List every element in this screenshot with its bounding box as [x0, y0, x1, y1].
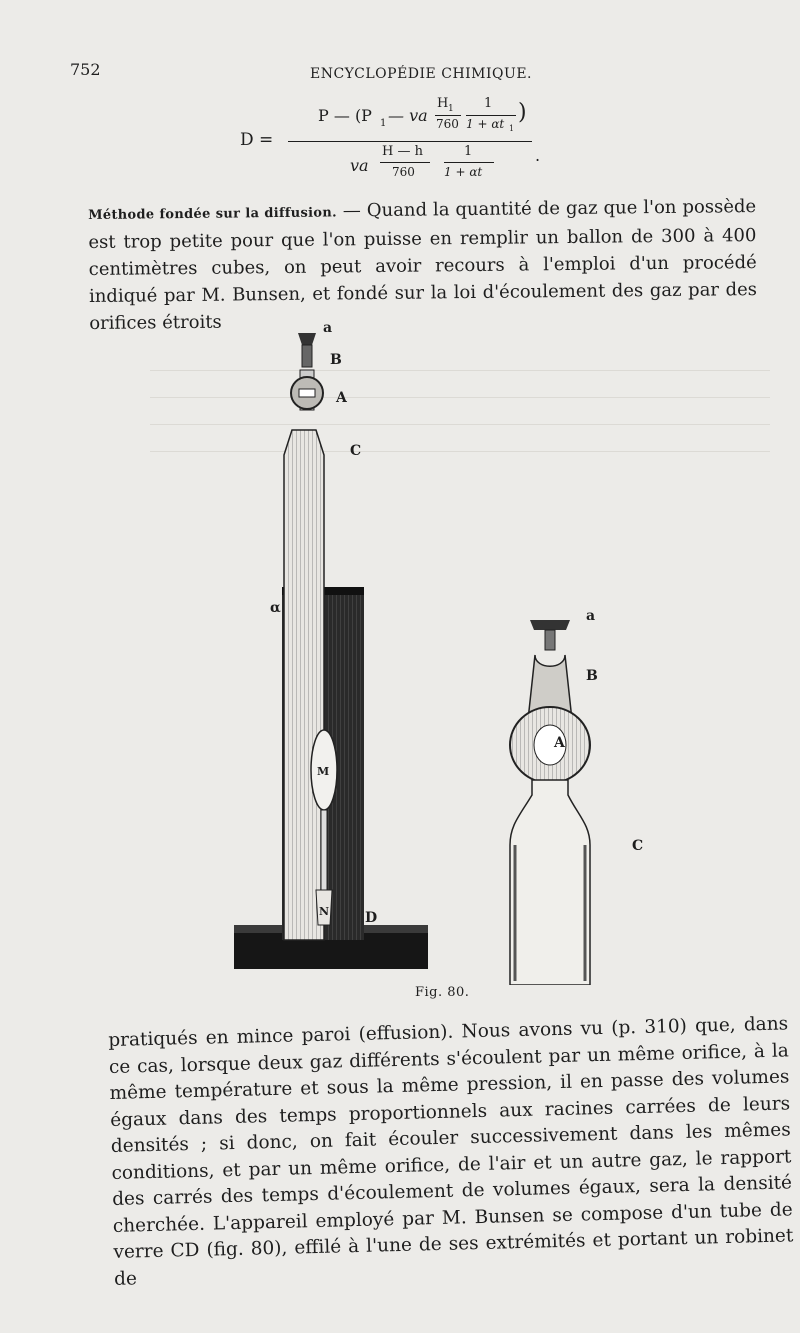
page-number: 752 — [70, 60, 101, 79]
label-alpha-left: α — [270, 600, 281, 616]
formula-num-one: 1 — [484, 96, 493, 111]
formula-num-lead: P — (P — [318, 106, 372, 125]
label-C-left: C — [350, 443, 362, 459]
formula-den-frac-bot: 760 — [392, 165, 415, 179]
paragraph-diffusion-method — [88, 193, 757, 337]
formula-den-den: 1 + αt — [444, 165, 483, 179]
density-formula — [240, 88, 580, 198]
paragraph2-text: pratiqués en mince paroi (effusion). Nous avons vu (p. 310) que, dans ce cas, lorsque deux gaz différents s'écoulent par un même orifice, à la même température et sous la même pression, il en passe des volumes égaux dans des temps proportionnels aux racines carrées de leurs densités ; si donc, on fait écouler successivement dans les mêmes conditions, et par un même orifice, de l'air et un autre gaz, le rapport des carrés des temps d'écoulement de volumes égaux, sera la densité cherchée. L'appareil employé par M. Bunsen se compose d'un tube de verre CD (fig. 80), effilé à l'une de ses extrémités et portant un robinet de — [108, 1013, 794, 1290]
apparatus-figure — [220, 325, 620, 985]
formula-end-dot: . — [535, 146, 541, 165]
formula-num-760: 760 — [436, 117, 459, 131]
formula-num-den-sub: 1 — [509, 124, 515, 133]
formula-num-den: 1 + αt — [466, 117, 505, 131]
paragraph1-text: — Quand la quantité de gaz que l'on possède est trop petite pour que l'on puisse en remplir un ballon de 300 à 400 centimètres cubes, on peut avoir recours à l'emploi d'un procédé indiqué par M. Bunsen, et fondé sur la loi d'écoulement des gaz par des orifices étroits — [88, 196, 758, 334]
formula-num-sub1: 1 — [380, 118, 387, 129]
formula-den-one: 1 — [464, 144, 473, 159]
label-D: D — [365, 910, 378, 926]
formula-num-mid: — va — [388, 106, 428, 125]
method-title: Méthode fondée sur la diffusion. — [88, 205, 337, 223]
formula-den-va: va — [350, 156, 369, 175]
paragraph-effusion — [108, 1011, 794, 1293]
label-C-right: C — [632, 838, 644, 854]
figure-caption: Fig. 80. — [415, 985, 470, 1000]
label-B-right: B — [586, 668, 598, 684]
formula-den-frac-top: H — h — [382, 144, 423, 159]
label-a-top: a — [323, 320, 333, 336]
label-B-left: B — [330, 352, 342, 368]
label-a-right: a — [586, 608, 596, 624]
running-head: ENCYCLOPÉDIE CHIMIQUE. — [310, 66, 532, 82]
formula-num-h1-sub: 1 — [448, 104, 454, 114]
formula-num-h1: H — [437, 96, 449, 111]
formula-num-close: ) — [518, 100, 527, 125]
formula-lhs: D = — [240, 130, 274, 150]
label-N: N — [319, 905, 330, 918]
label-A-right: A — [554, 735, 565, 751]
label-A-left: A — [336, 390, 347, 406]
label-M: M — [317, 765, 330, 778]
